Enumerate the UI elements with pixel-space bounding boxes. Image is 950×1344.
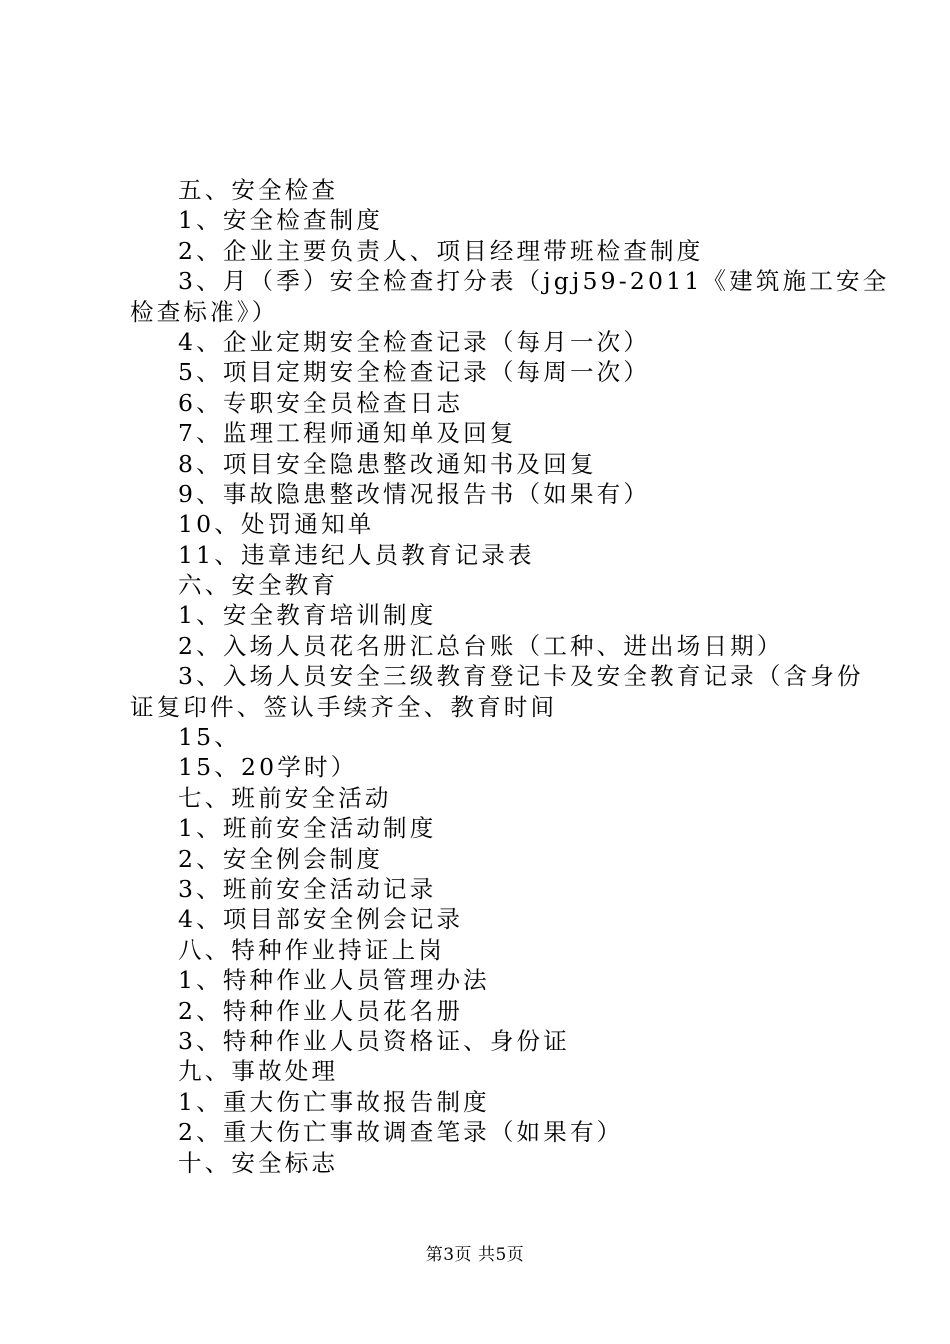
- text-line: 十、安全标志: [178, 1148, 339, 1177]
- text-line: 4、企业定期安全检查记录（每月一次）: [178, 327, 651, 356]
- text-line: 11、违章违纪人员教育记录表: [178, 540, 535, 569]
- text-line: 1、安全检查制度: [178, 206, 384, 235]
- text-line: 3、入场人员安全三级教育登记卡及安全教育记录（含身份: [178, 662, 864, 691]
- text-line: 3、月（季）安全检查打分表（jgj59-2011《建筑施工安全: [178, 267, 890, 296]
- text-line: 1、重大伤亡事故报告制度: [178, 1087, 490, 1116]
- text-line: 五、安全检查: [178, 176, 339, 204]
- text-line: 9、事故隐患整改情况报告书（如果有）: [178, 479, 651, 508]
- text-line: 15、: [178, 723, 242, 752]
- text-line: 7、监理工程师通知单及回复: [178, 419, 517, 448]
- text-line: 15、20学时）: [178, 753, 358, 782]
- text-line: 8、项目安全隐患整改通知书及回复: [178, 449, 597, 478]
- text-line: 2、安全例会制度: [178, 844, 384, 873]
- text-line: 10、处罚通知单: [178, 510, 375, 539]
- text-line: 2、入场人员花名册汇总台账（工种、进出场日期）: [178, 631, 784, 660]
- text-line: 5、项目定期安全检查记录（每周一次）: [178, 358, 651, 387]
- text-line: 1、班前安全活动制度: [178, 814, 437, 843]
- text-line: 检查标准》）: [130, 297, 279, 326]
- text-line: 九、事故处理: [178, 1057, 339, 1086]
- text-line: 1、特种作业人员管理办法: [178, 966, 490, 995]
- text-line: 七、班前安全活动: [178, 783, 392, 812]
- text-line: 证复印件、签认手续齐全、教育时间: [130, 692, 558, 721]
- text-line: 2、特种作业人员花名册: [178, 996, 464, 1025]
- text-line: 3、班前安全活动记录: [178, 874, 437, 903]
- text-line: 八、特种作业持证上岗: [178, 935, 445, 964]
- page-footer: 第3页 共5页: [425, 1245, 525, 1265]
- document-body: [130, 175, 890, 1178]
- text-line: 6、专职安全员检查日志: [178, 388, 464, 417]
- text-line: 六、安全教育: [178, 571, 339, 600]
- text-line: 2、企业主要负责人、项目经理带班检查制度: [178, 236, 704, 265]
- text-line: 3、特种作业人员资格证、身份证: [178, 1026, 570, 1055]
- text-line: 4、项目部安全例会记录: [178, 905, 464, 934]
- text-line: 1、安全教育培训制度: [178, 601, 437, 630]
- text-line: 2、重大伤亡事故调查笔录（如果有）: [178, 1118, 624, 1147]
